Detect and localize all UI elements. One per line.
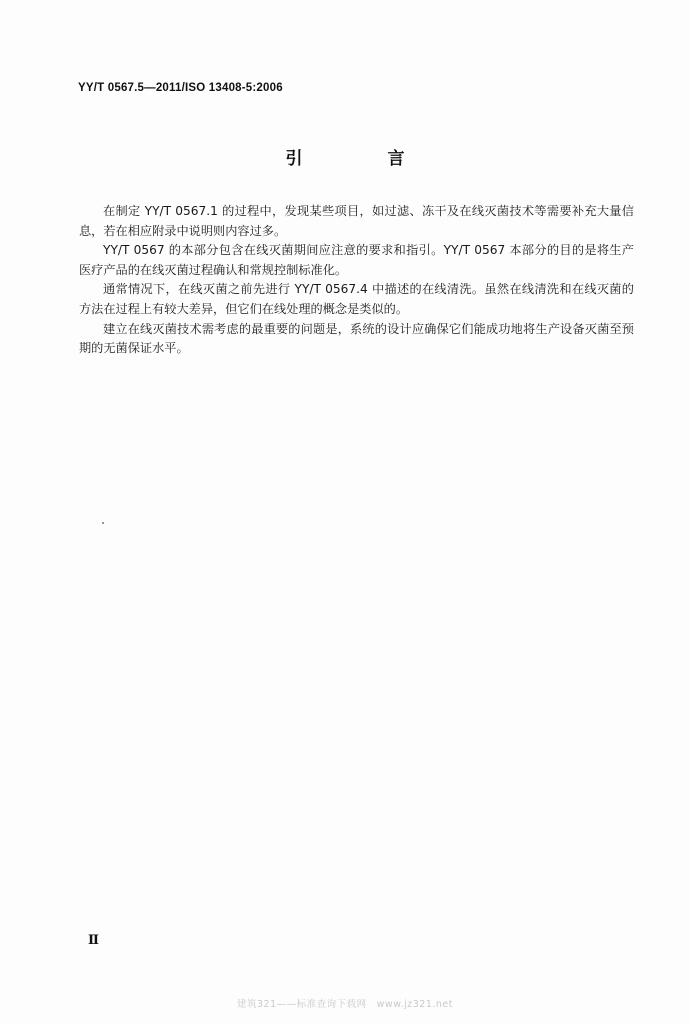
standard-code-header: YY/T 0567.5—2011/ISO 13408-5:2006 (78, 82, 283, 94)
paragraph-3: 通常情况下，在线灭菌之前先进行 YY/T 0567.4 中描述的在线清洗。虽然在线清洗和在线灭菌的方法在过程上有较大差异，但它们在线处理的概念是类似的。 (79, 282, 634, 316)
scan-speck (102, 522, 104, 524)
paragraph-4: 建立在线灭菌技术需考虑的最重要的问题是，系统的设计应确保它们能成功地将生产设备灭菌至预期的无菌保证水平。 (79, 321, 634, 356)
introduction-body (79, 202, 634, 359)
watermark-text: 建筑321——标准查询下载网 www.jz321.net (237, 999, 453, 1010)
paragraph-2: YY/T 0567 的本部分包含在线灭菌期间应注意的要求和指引。YY/T 0567 本部分的目的是将生产医疗产品的在线灭菌过程确认和常规控制标准化。 (79, 243, 634, 277)
page-title: 引 言 (285, 149, 439, 169)
paragraph-1: 在制定 YY/T 0567.1 的过程中，发现某些项目，如过滤、冻干及在线灭菌技术等需要补充大量信息，若在相应附录中说明则内容过多。 (79, 204, 634, 238)
page-number: Ⅱ (88, 932, 99, 947)
